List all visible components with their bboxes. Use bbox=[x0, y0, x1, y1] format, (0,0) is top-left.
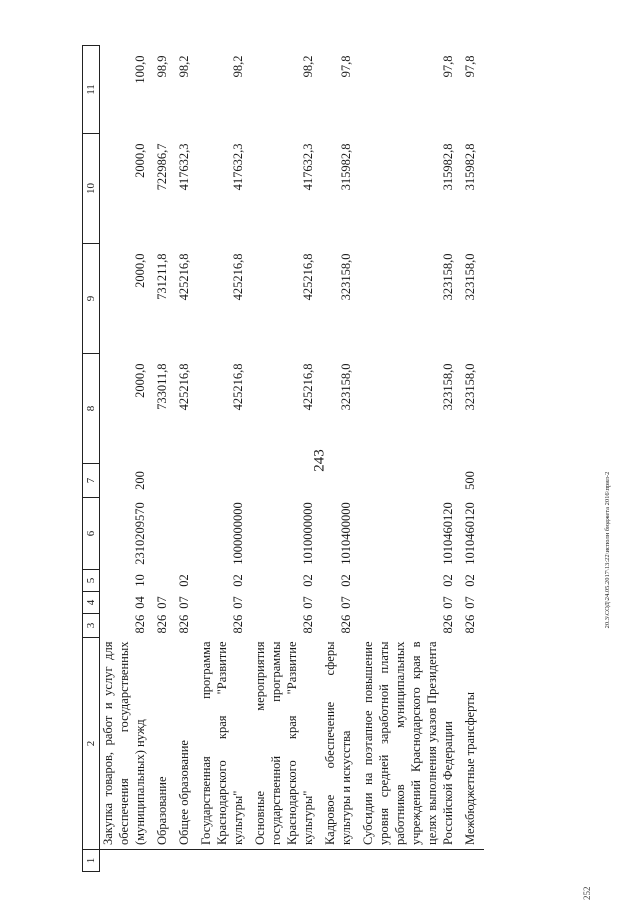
cell-c8: 733011,8 bbox=[155, 363, 169, 410]
cell-c8: 2000,0 bbox=[133, 363, 147, 398]
cell-c7 bbox=[252, 464, 322, 498]
cell-c6: 1010400000 bbox=[339, 502, 353, 565]
row-name: Образование bbox=[154, 638, 176, 850]
row-name: Кадровое обеспечение сферы культуры и искусства bbox=[322, 638, 360, 850]
column-header-6: 6 bbox=[83, 498, 100, 570]
cell-c11: 98,9 bbox=[155, 55, 169, 78]
column-header-3: 3 bbox=[83, 614, 100, 638]
column-header-5: 5 bbox=[83, 570, 100, 592]
table-row bbox=[154, 46, 176, 872]
row-name: Государственная программа Краснодарского края "Развитие культуры" bbox=[198, 638, 252, 850]
cell-c8: 425216,8 bbox=[231, 363, 245, 411]
budget-table bbox=[82, 45, 484, 872]
row-index-cell bbox=[322, 850, 360, 872]
column-header-1: 1 bbox=[83, 850, 100, 872]
row-name: Субсидии на поэтапное повышение уровня средней заработной платы работников муниципальных учреждений Краснодарского края в целях выполнения указов Президента Российской Федерации bbox=[360, 638, 462, 850]
cell-c11: 97,8 bbox=[339, 55, 353, 78]
cell-c6: 1010460120 bbox=[463, 502, 477, 565]
row-index-cell bbox=[360, 850, 462, 872]
cell-c4: 07 bbox=[463, 596, 477, 609]
cell-c11: 98,2 bbox=[301, 55, 315, 78]
row-index-cell bbox=[100, 850, 155, 872]
cell-c8: 425216,8 bbox=[301, 363, 315, 411]
cell-c4: 07 bbox=[155, 596, 169, 609]
cell-c5: 02 bbox=[177, 574, 191, 587]
cell-c6: 1000000000 bbox=[231, 502, 245, 565]
column-header-2: 2 bbox=[83, 638, 100, 850]
cell-c9: 425216,8 bbox=[301, 253, 315, 301]
row-name: Общее образование bbox=[176, 638, 198, 850]
corner-page-mark: 252 bbox=[582, 886, 592, 900]
cell-c9: 323158,0 bbox=[339, 253, 353, 301]
footer-file-code: 20.3\СОД\24.05.2017\13:22\исполн бюджета 2016\прил-2 bbox=[604, 471, 611, 629]
cell-c3: 826 bbox=[463, 614, 477, 634]
cell-c10: 2000,0 bbox=[133, 143, 147, 178]
cell-c5: 02 bbox=[339, 574, 353, 587]
column-header-7: 7 bbox=[83, 464, 100, 498]
row-index-cell bbox=[198, 850, 252, 872]
cell-c11: 97,8 bbox=[463, 55, 477, 78]
cell-c3: 826 bbox=[155, 614, 169, 634]
cell-c4: 07 bbox=[177, 596, 191, 609]
row-index-cell bbox=[176, 850, 198, 872]
cell-c6: 2310209570 bbox=[133, 502, 147, 565]
cell-c9: 731211,8 bbox=[155, 253, 169, 300]
cell-c10: 315982,8 bbox=[463, 143, 477, 191]
table-row bbox=[360, 46, 462, 872]
table-row bbox=[198, 46, 252, 872]
cell-c5: 02 bbox=[441, 574, 455, 587]
cell-c7 bbox=[154, 464, 176, 498]
cell-c9: 425216,8 bbox=[231, 253, 245, 301]
cell-c6: 1010460120 bbox=[441, 502, 455, 565]
cell-c7: 500 bbox=[463, 471, 477, 490]
cell-c9: 323158,0 bbox=[441, 253, 455, 301]
cell-c10: 722986,7 bbox=[155, 143, 169, 191]
row-name: Основные мероприятия государственной программы Краснодарского края "Развитие культуры" bbox=[252, 638, 322, 850]
cell-c7 bbox=[198, 464, 252, 498]
cell-c11: 97,8 bbox=[441, 55, 455, 78]
cell-c4: 07 bbox=[231, 596, 245, 609]
column-header-8: 8 bbox=[83, 354, 100, 464]
cell-c7: 200 bbox=[133, 471, 147, 490]
cell-c10: 417632,3 bbox=[177, 143, 191, 191]
cell-c8: 323158,0 bbox=[441, 363, 455, 411]
column-header-4: 4 bbox=[83, 592, 100, 614]
cell-c5: 10 bbox=[133, 574, 147, 587]
column-header-9: 9 bbox=[83, 244, 100, 354]
cell-c5: 02 bbox=[301, 574, 315, 587]
cell-c4: 07 bbox=[301, 596, 315, 609]
rotated-budget-table bbox=[82, 46, 542, 872]
table-row bbox=[176, 46, 198, 872]
cell-c5 bbox=[154, 570, 176, 592]
table-row bbox=[322, 46, 360, 872]
cell-c3: 826 bbox=[133, 614, 147, 634]
cell-c10: 315982,8 bbox=[339, 143, 353, 191]
column-header-10: 10 bbox=[83, 134, 100, 244]
table-row bbox=[252, 46, 322, 872]
table-row bbox=[462, 46, 484, 872]
cell-c3: 826 bbox=[231, 614, 245, 634]
cell-c11: 98,2 bbox=[231, 55, 245, 78]
cell-c3: 826 bbox=[339, 614, 353, 634]
table-body bbox=[100, 46, 485, 872]
cell-c11: 98,2 bbox=[177, 55, 191, 78]
cell-c9: 2000,0 bbox=[133, 253, 147, 288]
cell-c8: 425216,8 bbox=[177, 363, 191, 411]
cell-c4: 07 bbox=[339, 596, 353, 609]
cell-c8: 323158,0 bbox=[339, 363, 353, 411]
cell-c6: 1010000000 bbox=[301, 502, 315, 565]
cell-c4: 04 bbox=[133, 596, 147, 609]
cell-c3: 826 bbox=[301, 614, 315, 634]
column-number-header bbox=[83, 46, 100, 872]
cell-c7 bbox=[176, 464, 198, 498]
row-index-cell bbox=[462, 850, 484, 872]
table-row bbox=[100, 46, 155, 872]
cell-c7 bbox=[322, 464, 360, 498]
cell-c9: 323158,0 bbox=[463, 253, 477, 301]
cell-c5: 02 bbox=[463, 574, 477, 587]
column-header-11: 11 bbox=[83, 46, 100, 134]
cell-c6 bbox=[176, 498, 198, 570]
cell-c9: 425216,8 bbox=[177, 253, 191, 301]
cell-c7 bbox=[360, 464, 462, 498]
cell-c3: 826 bbox=[441, 614, 455, 634]
cell-c10: 315982,8 bbox=[441, 143, 455, 191]
page-number: 243 bbox=[311, 449, 328, 472]
row-name: Межбюджетные трансферты bbox=[462, 638, 484, 850]
cell-c11: 100,0 bbox=[133, 55, 147, 84]
row-name: Закупка товаров, работ и услуг для обеспечения государственных (муниципальных) нужд bbox=[100, 638, 155, 850]
cell-c4: 07 bbox=[441, 596, 455, 609]
cell-c5: 02 bbox=[231, 574, 245, 587]
cell-c10: 417632,3 bbox=[231, 143, 245, 191]
cell-c6 bbox=[154, 498, 176, 570]
cell-c3: 826 bbox=[177, 614, 191, 634]
cell-c8: 323158,0 bbox=[463, 363, 477, 411]
row-index-cell bbox=[252, 850, 322, 872]
cell-c10: 417632,3 bbox=[301, 143, 315, 191]
row-index-cell bbox=[154, 850, 176, 872]
